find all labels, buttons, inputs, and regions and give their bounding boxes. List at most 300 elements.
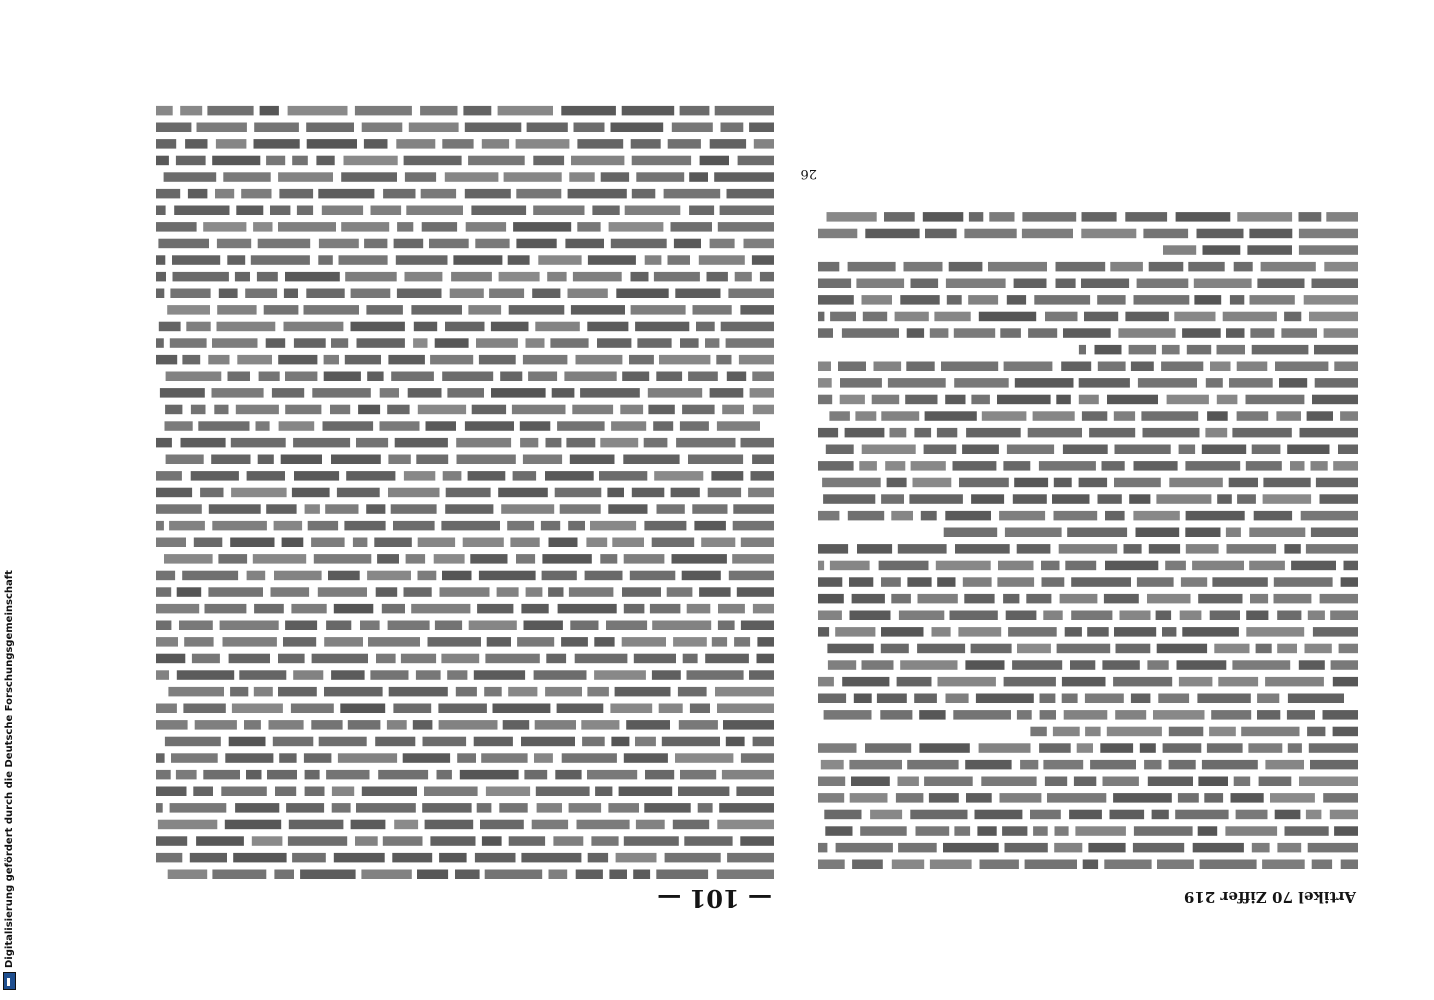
text-line-segment [266,504,296,514]
text-line-segment [212,338,258,348]
text-line-segment [1125,212,1167,222]
text-line-segment [715,106,774,116]
text-line-segment [818,860,845,870]
text-line-segment [752,255,774,265]
text-line-segment [1113,793,1172,803]
text-line-segment [457,753,476,763]
text-line-segment [200,488,223,498]
text-line-segment [391,372,434,382]
text-line-segment [439,720,498,730]
text-line-segment [252,836,283,846]
text-line-segment [220,621,279,631]
text-line-segment [652,670,681,680]
text-line-segment [835,627,875,637]
text-line-segment [341,172,397,182]
text-line-segment [291,704,334,714]
text-line-segment [612,538,644,548]
text-line-segment [156,538,186,548]
text-line-segment [857,544,892,554]
text-line-segment [728,289,774,299]
text-line-segment [904,262,943,272]
text-line-segment [850,611,891,621]
text-line-segment [1133,511,1179,521]
text-line-segment [1028,428,1082,438]
text-line-segment [1017,544,1051,554]
text-line-segment [190,853,227,863]
text-line-segment [435,621,462,631]
text-line-segment [1102,660,1139,670]
text-line-segment [409,123,459,133]
text-line-segment [892,860,924,870]
text-line-segment [1065,627,1082,637]
text-line-segment [397,222,413,232]
text-line-segment [900,660,957,670]
text-line-segment [727,372,746,382]
text-line-segment [291,604,326,614]
text-line-segment [826,445,854,455]
text-line-segment [606,621,647,631]
text-line-segment [678,687,707,697]
text-line-segment [848,511,884,521]
text-line-segment [753,405,774,415]
text-line-segment [285,405,321,415]
text-line-segment [717,820,774,830]
text-line-segment [1114,411,1135,421]
text-line-segment [657,504,685,514]
text-line-segment [254,123,299,133]
text-column-left [818,212,1358,869]
text-line-segment [523,455,562,465]
text-line-segment [393,704,431,714]
text-line-segment [355,836,378,846]
text-line-segment [1287,445,1329,455]
text-line-segment [682,405,715,415]
text-line-segment [1149,544,1180,554]
text-line-segment [237,355,272,365]
text-line-segment [1252,345,1309,355]
text-line-segment [445,504,493,514]
text-line-segment [964,594,994,604]
text-line-segment [465,421,514,431]
text-line-segment [1231,793,1264,803]
text-line-segment [1299,660,1325,670]
text-line-segment [909,494,963,504]
text-line-segment [326,621,351,631]
text-line-segment [824,710,872,720]
text-line-segment [1252,843,1270,853]
text-line-segment [1330,810,1358,820]
text-line-segment [919,710,945,720]
text-line-segment [235,272,250,282]
text-line-segment [538,255,581,265]
text-line-segment [899,611,944,621]
text-line-segment [622,106,675,116]
text-line-segment [1084,312,1118,322]
text-line-segment [962,445,999,455]
text-line-segment [610,704,652,714]
text-line-segment [734,637,750,647]
text-line-segment [707,272,728,282]
text-line-segment [741,621,774,631]
text-line-segment [1158,694,1189,704]
text-line-segment [1310,760,1358,770]
text-line-segment [818,843,827,853]
text-line-segment [890,428,907,438]
text-line-segment [1301,511,1358,521]
text-line-segment [727,189,775,199]
text-line-segment [1185,528,1220,538]
text-line-segment [632,189,656,199]
text-line-segment [1043,760,1083,770]
text-line-segment [1116,644,1151,654]
text-line-segment [1131,362,1154,372]
text-line-segment [1102,461,1125,471]
text-line-segment [166,372,222,382]
text-line-segment [1098,362,1126,372]
text-line-segment [587,322,628,332]
text-line-segment [737,587,774,597]
text-line-segment [636,820,665,830]
text-line-segment [236,206,263,216]
text-line-segment [1157,860,1194,870]
text-line-segment [653,421,673,431]
text-line-segment [1237,411,1269,421]
text-line-segment [509,305,565,315]
text-line-segment [254,604,284,614]
text-line-segment [230,687,248,697]
text-line-segment [572,405,613,415]
text-line-segment [361,870,411,880]
text-line-segment [923,212,964,222]
text-line-segment [489,289,524,299]
text-line-segment [644,438,668,448]
text-line-segment [383,189,415,199]
text-line-segment [1340,411,1358,421]
text-line-segment [855,411,876,421]
text-line-segment [678,787,729,797]
text-line-segment [675,753,733,763]
text-line-segment [1063,445,1108,455]
text-line-segment [274,571,322,581]
text-line-segment [1333,727,1358,737]
text-line-segment [1081,279,1129,289]
text-line-segment [937,577,955,587]
text-line-segment [1284,312,1301,322]
text-line-segment [1304,295,1358,305]
text-line-segment [288,836,347,846]
text-line-segment [1210,362,1231,372]
text-line-segment [1344,561,1359,571]
text-line-segment [504,172,562,182]
text-line-segment [497,587,519,597]
text-line-segment [897,677,932,687]
header-reference: Artikel 70 Ziffer 219 [1183,888,1356,906]
text-line-segment [1062,677,1106,687]
text-line-segment [989,212,1014,222]
text-line-segment [981,777,1036,787]
text-line-segment [403,753,450,763]
text-line-segment [1287,710,1315,720]
text-line-segment [1217,395,1238,405]
text-line-segment [424,787,478,797]
text-line-segment [881,644,909,654]
text-line-segment [645,770,674,780]
text-line-segment [331,455,381,465]
text-line-segment [945,511,991,521]
text-line-segment [726,737,745,747]
text-line-segment [285,272,340,282]
text-line-segment [753,737,774,747]
text-line-segment [534,753,553,763]
text-line-segment [633,870,650,880]
text-line-segment [401,654,436,664]
text-line-segment [485,870,543,880]
text-line-segment [351,820,386,830]
text-line-segment [387,720,407,730]
text-line-segment [191,471,239,481]
text-line-segment [1339,644,1358,654]
text-line-segment [754,139,774,149]
text-line-segment [710,139,746,149]
text-line-segment [156,355,177,365]
text-line-segment [668,139,701,149]
text-line-segment [1246,627,1304,637]
text-line-segment [1056,279,1076,289]
text-line-segment [278,172,333,182]
text-line-segment [744,239,775,249]
text-line-segment [879,561,929,571]
text-line-segment [1198,777,1228,787]
text-line-segment [1236,810,1268,820]
text-line-segment [156,106,173,116]
text-line-segment [1197,694,1250,704]
text-line-segment [160,388,205,398]
text-line-segment [300,870,356,880]
text-line-segment [418,571,437,581]
text-line-segment [896,793,924,803]
text-line-segment [733,504,774,514]
text-line-segment [225,820,281,830]
text-line-segment [842,677,889,687]
text-line-segment [374,538,411,548]
text-line-segment [840,378,882,388]
text-line-segment [748,488,774,498]
text-line-segment [553,836,583,846]
text-line-segment [271,587,310,597]
text-line-segment [266,338,286,348]
text-line-segment [1180,611,1202,621]
text-line-segment [1176,212,1231,222]
text-line-segment [416,455,448,465]
text-line-segment [571,156,624,166]
text-line-segment [445,172,499,182]
text-line-segment [475,853,516,863]
text-line-segment [1000,328,1021,338]
text-line-segment [1326,212,1358,222]
text-line-segment [1030,810,1061,820]
text-line-segment [689,206,714,216]
text-line-segment [247,471,285,481]
text-line-segment [1088,843,1125,853]
text-line-segment [1237,212,1292,222]
text-line-segment [278,355,317,365]
text-line-segment [1071,611,1112,621]
text-line-segment [156,488,192,498]
text-line-segment [818,561,824,571]
text-line-segment [741,438,775,448]
text-line-segment [944,528,998,538]
text-line-segment [1333,461,1358,471]
text-line-segment [1169,760,1196,770]
text-line-segment [749,670,774,680]
text-line-segment [881,627,924,637]
text-line-segment [1045,312,1078,322]
text-line-segment [532,289,560,299]
text-line-segment [721,322,774,332]
text-line-segment [631,272,649,282]
text-line-segment [156,587,171,597]
text-line-segment [404,156,462,166]
text-line-segment [859,461,877,471]
text-line-segment [1309,743,1358,753]
text-line-segment [468,156,525,166]
text-line-segment [414,322,437,332]
text-line-segment [849,760,902,770]
text-line-segment [322,206,363,216]
text-line-segment [1291,561,1336,571]
text-line-segment [825,826,852,836]
text-line-segment [1138,378,1197,388]
text-line-segment [907,328,924,338]
text-line-segment [364,239,387,249]
text-line-segment [236,405,279,415]
text-line-segment [307,139,357,149]
text-line-segment [1324,328,1358,338]
text-line-segment [969,212,983,222]
text-line-segment [1205,428,1227,438]
text-line-segment [573,272,622,282]
text-line-segment [388,355,425,365]
text-line-segment [482,836,502,846]
text-line-segment [380,388,399,398]
text-line-segment [221,787,267,797]
text-line-segment [569,172,594,182]
text-line-segment [591,836,618,846]
text-line-segment [380,421,420,431]
text-line-segment [1147,660,1168,670]
text-line-segment [482,139,509,149]
text-line-segment [366,504,385,514]
text-line-segment [624,604,645,614]
text-line-segment [516,189,561,199]
text-line-segment [936,561,991,571]
text-line-segment [818,594,844,604]
text-line-segment [881,577,901,587]
text-line-segment [818,777,845,787]
text-line-segment [609,222,664,232]
text-line-segment [392,853,432,863]
text-line-segment [533,206,584,216]
text-line-segment [1033,826,1048,836]
text-line-segment [1207,411,1228,421]
text-line-segment [520,438,538,448]
text-line-segment [1315,378,1358,388]
text-line-segment [1012,660,1062,670]
text-line-segment [1033,411,1075,421]
text-line-segment [963,577,992,587]
text-line-segment [487,637,511,647]
text-line-segment [165,737,221,747]
text-line-segment [331,670,365,680]
text-line-segment [450,289,484,299]
text-line-segment [680,421,709,431]
text-line-segment [1197,229,1244,239]
text-line-segment [439,853,467,863]
text-line-segment [1312,395,1358,405]
text-line-segment [292,156,308,166]
text-line-segment [818,627,829,637]
text-line-segment [558,604,617,614]
text-line-segment [1181,577,1207,587]
text-line-segment [1241,727,1299,737]
text-line-segment [648,405,674,415]
text-line-segment [364,139,388,149]
text-line-segment [818,743,857,753]
text-line-segment [955,544,1010,554]
text-line-segment [156,770,171,780]
text-line-segment [457,455,516,465]
text-line-segment [441,521,500,531]
text-line-segment [334,853,385,863]
text-line-segment [294,338,326,348]
text-line-segment [751,471,775,481]
text-line-segment [289,820,344,830]
text-line-segment [1307,727,1325,737]
text-line-segment [1014,279,1047,289]
text-line-segment [622,637,666,647]
text-line-segment [1143,428,1200,438]
text-line-segment [312,388,371,398]
text-line-segment [1055,826,1069,836]
text-line-segment [1110,262,1143,272]
text-line-segment [367,571,411,581]
text-line-segment [480,820,524,830]
text-line-segment [1323,793,1358,803]
text-line-segment [1334,362,1358,372]
text-line-segment [959,478,1009,488]
text-line-segment [665,853,721,863]
text-line-segment [360,621,380,631]
text-line-segment [1118,328,1175,338]
text-line-segment [1270,793,1315,803]
text-line-segment [881,411,919,421]
text-line-segment [1157,644,1207,654]
text-line-segment [1120,611,1151,621]
text-line-segment [1129,494,1150,504]
text-line-segment [1188,262,1224,272]
text-line-segment [1246,395,1305,405]
text-line-segment [891,511,913,521]
text-line-segment [1229,478,1258,488]
text-line-segment [285,372,317,382]
text-line-segment [229,654,270,664]
text-line-segment [445,322,485,332]
text-line-segment [376,654,396,664]
text-line-segment [1104,860,1151,870]
text-line-segment [997,577,1034,587]
text-line-segment [656,870,708,880]
text-line-segment [378,770,428,780]
